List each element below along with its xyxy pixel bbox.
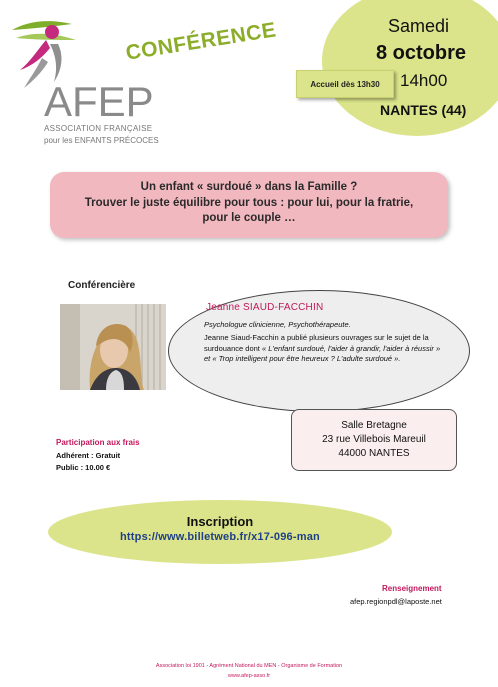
afep-logo-subtitle: ASSOCIATION FRANÇAISE <box>44 124 153 133</box>
footer-website-link[interactable]: www.afep-asso.fr <box>227 673 271 679</box>
afep-logo-text: AFEP <box>44 78 154 125</box>
venue-postal-city: 44000 NANTES <box>338 448 410 459</box>
topic-line-2: Trouver le juste équilibre pour tous : pour lui, pour la fratrie, <box>84 196 414 209</box>
speaker-photo <box>60 304 166 390</box>
contact-title: Renseignement <box>382 584 442 593</box>
speaker-bio-intro: Jeanne Siaud-Facchin a publié plusieurs ouvrages sur le sujet de la surdouance dont <box>204 333 429 353</box>
speaker-name: Jeanne SIAUD-FACCHIN <box>206 302 324 313</box>
speaker-bio <box>204 333 448 365</box>
venue-name: Salle Bretagne <box>341 420 407 431</box>
event-time: 14h00 <box>400 71 448 90</box>
accueil-badge: Accueil dès 13h30 <box>296 70 394 98</box>
topic-box <box>50 172 448 238</box>
event-day: Samedi <box>388 16 450 36</box>
topic-line-3: pour le couple … <box>202 212 296 224</box>
venue-street: 23 rue Villebois Mareuil <box>322 434 426 445</box>
topic-line-1: Un enfant « surdoué » dans la Famille ? <box>140 181 358 193</box>
contact-email-link[interactable]: afep.regionpdl@laposte.net <box>350 597 442 606</box>
venue-box <box>291 409 457 471</box>
event-city: NANTES (44) <box>380 102 467 118</box>
footer-legal: Association loi 1901 - Agrément National du MEN - Organisme de Formation <box>155 663 343 669</box>
speaker-bio-books: « L'enfant surdoué, l'aider à grandir, l'aider à réussir » et « Trop intelligent pour être heureux ? L'adulte surdoué ». <box>204 343 441 363</box>
inscription-title: Inscription <box>186 514 254 529</box>
speaker-heading: Conférencière <box>68 280 136 291</box>
fees-public: Public : 10.00 € <box>56 463 111 472</box>
fees-title: Participation aux frais <box>56 438 140 447</box>
afep-logo-subtitle-2: pour les ENFANTS PRÉCOCES <box>44 136 159 145</box>
speaker-role: Psychologue clinicienne, Psychothérapeute. <box>204 320 351 329</box>
inscription-link[interactable]: https://www.billetweb.fr/x17-096-man <box>120 531 320 543</box>
event-date: 8 octobre <box>376 42 467 64</box>
page-title: CONFÉRENCE <box>124 18 278 65</box>
fees-member: Adhérent : Gratuit <box>56 451 121 460</box>
